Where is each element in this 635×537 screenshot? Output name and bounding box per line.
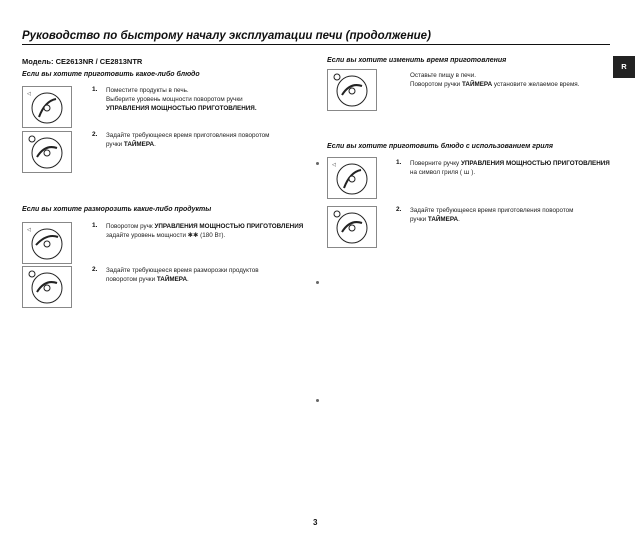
svg-text:◁: ◁ <box>27 91 31 97</box>
timer-dial-icon <box>23 267 71 307</box>
step-number: 2. <box>92 131 98 138</box>
cook-step1-bold: УПРАВЛЕНИЯ МОЩНОСТЬЮ ПРИГОТОВЛЕНИЯ. <box>106 105 257 113</box>
defrost-step2-post: . <box>187 276 189 284</box>
timer-dial-image <box>327 69 377 111</box>
grill-step2-pre: ручки <box>410 216 428 224</box>
change-time-post: установите желаемое время. <box>492 81 580 89</box>
defrost-step2-pre: поворотом ручки <box>106 276 157 284</box>
step-number: 2. <box>92 266 98 273</box>
change-time-line1: Оставьте пищу в печи. <box>410 72 476 79</box>
change-time-text <box>410 71 615 89</box>
defrost-step1-bold: УПРАВЛЕНИЯ МОЩНОСТЬЮ ПРИГОТОВЛЕНИЯ <box>154 223 304 230</box>
step-number: 1. <box>92 222 98 229</box>
cook-step1-text <box>106 86 311 114</box>
language-tab: R <box>613 56 635 78</box>
defrost-step1-pre: Поворотом ручк <box>106 223 155 230</box>
power-dial-icon <box>23 87 71 127</box>
cook-step2-text <box>106 131 311 149</box>
center-bullet <box>316 399 319 402</box>
defrost-step2-bold: ТАЙМЕРА <box>156 276 188 284</box>
change-time-heading: Если вы хотите изменить время приготовления <box>327 57 507 64</box>
cook-heading: Если вы хотите приготовить какое-либо блюдо <box>22 71 200 78</box>
power-dial-image <box>22 86 72 128</box>
cook-step1-line1: Поместите продукты в печь. <box>106 87 189 94</box>
grill-step1-text <box>410 159 615 177</box>
grill-step2-bold: ТАЙМЕРА <box>427 216 459 224</box>
change-time-pre: Поворотом ручки <box>410 81 462 89</box>
model-label: Модель: CE2613NR / CE2813NTR <box>22 57 143 66</box>
svg-text:◁: ◁ <box>27 227 31 233</box>
grill-step2-text <box>410 206 615 224</box>
power-dial-icon <box>23 223 71 263</box>
cook-step1-line2: Выберите уровень мощности поворотом ручки <box>106 96 243 104</box>
grill-step1-pre: Поверните ручку <box>410 160 461 167</box>
grill-heading: Если вы хотите приготовить блюдо с использованием гриля <box>327 143 553 150</box>
center-bullet <box>316 281 319 284</box>
svg-text:◁: ◁ <box>332 162 336 168</box>
cook-step2-line1: Задайте требующееся время приготовления поворотом <box>106 132 270 139</box>
defrost-step2-text <box>106 266 311 284</box>
page-number: 3 <box>313 518 318 527</box>
grill-step2-post: . <box>458 216 460 224</box>
timer-dial-image <box>327 206 377 248</box>
power-dial-icon <box>328 158 376 198</box>
title-rule <box>22 44 610 45</box>
page-title: Руководство по быстрому началу эксплуатации печи (продолжение) <box>22 30 431 42</box>
center-bullet <box>316 162 319 165</box>
grill-step1-bold: УПРАВЛЕНИЯ МОЩНОСТЬЮ ПРИГОТОВЛЕНИЯ <box>460 160 610 167</box>
power-dial-image <box>22 222 72 264</box>
defrost-step1-post: задайте уровень мощности ✱✱ (180 Вт). <box>106 232 226 240</box>
defrost-heading: Если вы хотите разморозить какие-либо продукты <box>22 206 212 213</box>
timer-dial-icon <box>328 70 376 110</box>
grill-step2-line1: Задайте требующееся время приготовления поворотом <box>410 207 574 214</box>
timer-dial-image <box>22 131 72 173</box>
timer-dial-image <box>22 266 72 308</box>
defrost-step1-text <box>106 222 311 240</box>
step-number: 1. <box>92 86 98 93</box>
grill-step1-post: на символ гриля ( ꟺ ). <box>410 169 476 177</box>
timer-dial-icon <box>328 207 376 247</box>
cook-step2-pre: ручки <box>106 141 124 149</box>
change-time-bold: ТАЙМЕРА <box>461 81 493 89</box>
defrost-step2-line1: Задайте требующееся время разморозки продуктов <box>106 267 259 274</box>
timer-dial-icon <box>23 132 71 172</box>
power-dial-image <box>327 157 377 199</box>
step-number: 2. <box>396 206 402 213</box>
cook-step2-post: . <box>154 141 156 149</box>
step-number: 1. <box>396 159 402 166</box>
cook-step2-bold: ТАЙМЕРА <box>123 141 155 149</box>
